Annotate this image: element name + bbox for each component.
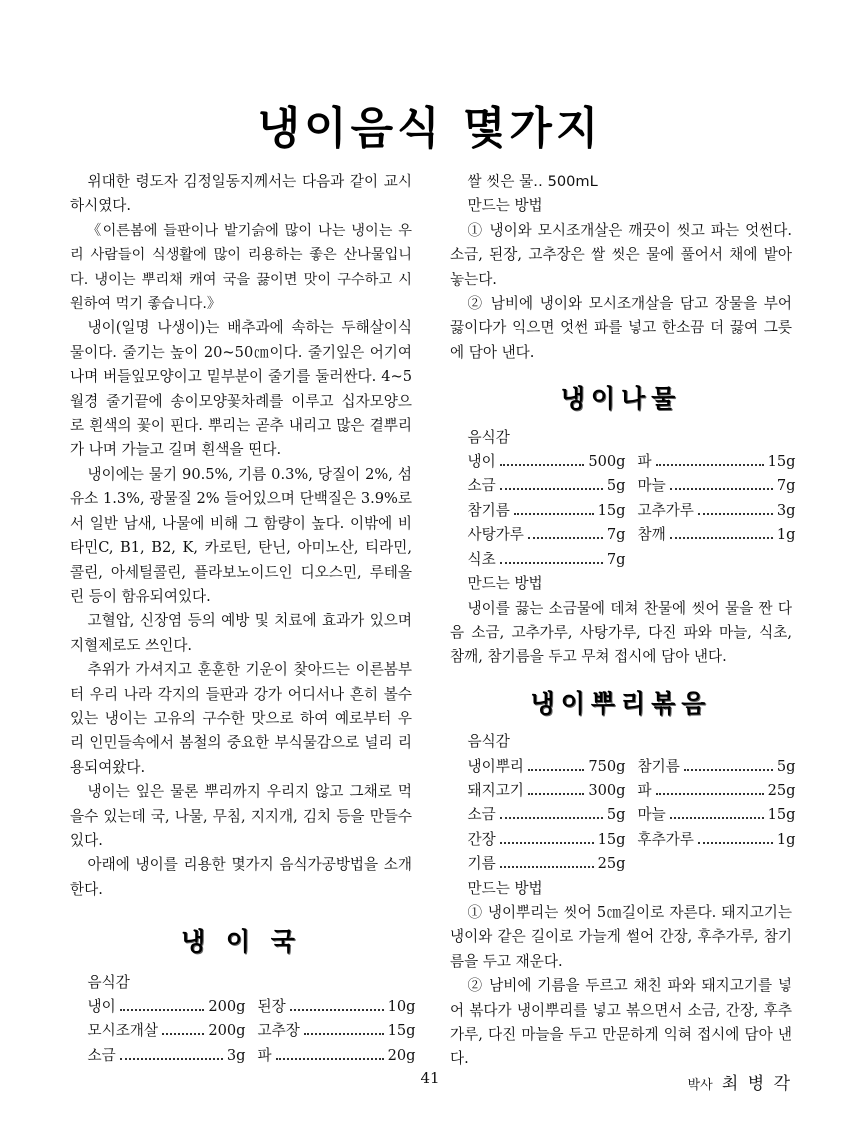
ingredient-item: 마늘 7g [637, 477, 796, 495]
intro-paragraph: 위대한 령도자 김정일동지께서는 다음과 같이 교시하시였다. [70, 173, 412, 215]
intro-paragraph: 냉이는 잎은 물론 뿌리까지 우리지 않고 그채로 먹을수 있는데 국, 나물, 무침, 지지개, 김치 등을 만들수 있다. [70, 783, 412, 849]
method-step: ① 냉이뿌리는 씻어 5㎝길이로 자른다. 돼지고기는 냉이와 같은 길이로 가늘게 썰어 간장, 후추가루, 참기름을 두고 재운다. [450, 903, 792, 970]
ingredient-item: 마늘 15g [637, 806, 796, 824]
ingredient-item: 파 15g [637, 453, 796, 471]
ingredients-list [70, 995, 416, 1068]
method-label: 만드는 방법 [467, 575, 543, 593]
author-name: 최 병 각 [721, 1073, 792, 1094]
method-step: ① 냉이와 모시조개살은 깨끗이 씻고 파는 엇썬다. 소금, 된장, 고추장은 쌀 씻은 물에 풀어서 채에 밭아놓는다. [450, 221, 792, 288]
recipe-title-soup: 냉 이 국 [181, 927, 301, 957]
ingredients-label: 음식감 [87, 973, 130, 991]
right-column [450, 170, 796, 1098]
method-step: 냉이를 끓는 소금물에 데쳐 찬물에 씻어 물을 짠 다음 소금, 고추가루, 사탕가루, 다진 파와 마늘, 식초, 참깨, 참기름을 두고 무쳐 접시에 담아 낸다. [450, 599, 792, 666]
ingredients-list [450, 450, 796, 572]
intro-paragraph: 냉이에는 물기 90.5%, 기름 0.3%, 당질이 2%, 섬유소 1.3%, 광물질 2% 들어있으며 단백질은 3.9%로서 일반 남새, 나물에 비해 그 함량이 높다. 이밖에 비타민C, B1, B2, K, 카로틴, 탄닌, 아미노산, 티라민, 콜린, 아세틸콜린, 플라보노이드인 디오스민, 루테올린 등이 함유되여있다. [70, 465, 412, 605]
left-column [70, 170, 416, 1068]
page-number: 41 [420, 1069, 440, 1087]
intro-paragraph: 추위가 가셔지고 훈훈한 기운이 찾아드는 이른봄부터 우리 나라 각지의 들판과 강가 어디서나 흔히 볼수 있는 냉이는 고유의 구수한 맛으로 하여 예로부터 우리 인민들속에서 봄철의 중요한 부식물감으로 널리 리용되여왔다. [70, 661, 412, 776]
quote-paragraph: 《이른봄에 들판이나 밭기슭에 많이 나는 냉이는 우리 사람들이 식생활에 많이 리용하는 좋은 산나물입니다. 냉이는 뿌리채 캐여 국을 끓이면 맛이 구수하고 시원하여 먹기 좋습니다.》 [70, 222, 412, 313]
ingredient-item: 참깨 1g [637, 526, 796, 544]
recipe-title-namul: 냉이나물 [560, 384, 682, 414]
ingredient-item: 냉이 200g [87, 998, 246, 1015]
ingredient-item: 식초 7g [467, 550, 626, 568]
ingredient-item: 모시조개살 200g [87, 1022, 246, 1040]
author-role: 박사 [687, 1077, 713, 1093]
ingredient-item: 파 20g [257, 1046, 416, 1064]
ingredient-item: 소금 5g [467, 477, 626, 495]
intro-paragraph: 고혈압, 신장염 등의 예방 및 치료에 효과가 있으며 지혈제로도 쓰인다. [70, 612, 412, 654]
ingredient-item: 된장 10g [257, 998, 416, 1015]
recipe-title-root-stirfry: 냉이뿌리볶음 [530, 688, 712, 718]
ingredient-extra: 쌀 씻은 물‥ 500mL [467, 173, 598, 190]
ingredient-item: 냉이뿌리 750g [467, 757, 626, 775]
ingredients-label: 음식감 [467, 733, 510, 751]
ingredient-item: 파 25g [637, 781, 796, 799]
ingredients-label: 음식감 [467, 428, 510, 446]
intro-paragraph: 아래에 냉이를 리용한 몇가지 음식가공방법을 소개한다. [70, 856, 412, 898]
method-label: 만드는 방법 [467, 197, 543, 215]
ingredient-item: 기름 25g [467, 855, 626, 873]
ingredient-item: 참기름 15g [467, 501, 626, 519]
article-title: 냉이음식 몇가지 [257, 103, 603, 154]
ingredient-item: 간장 15g [467, 830, 626, 848]
ingredient-item: 고추장 15g [257, 1022, 416, 1040]
ingredient-item: 소금 3g [87, 1046, 246, 1064]
ingredient-item: 참기름 5g [637, 757, 796, 775]
method-step: ② 남비에 기름을 두르고 채친 파와 돼지고기를 넣어 볶다가 냉이뿌리를 넣고 볶으면서 소금, 간장, 후추가루, 다진 마늘을 두고 만문하게 익혀 접시에 담아 낸다. [450, 977, 792, 1068]
method-label: 만드는 방법 [467, 879, 543, 897]
ingredient-item: 고추가루 3g [637, 501, 796, 519]
ingredient-item: 냉이 500g [467, 453, 626, 471]
method-step: ② 남비에 냉이와 모시조개살을 담고 장물을 부어 끓이다가 익으면 엇썬 파를 넣고 한소끔 더 끓여 그릇에 담아 낸다. [450, 295, 792, 361]
ingredient-item: 소금 5g [467, 806, 626, 824]
intro-paragraph: 냉이(일명 나생이)는 배추과에 속하는 두해살이식물이다. 줄기는 높이 20~50㎝이다. 줄기잎은 어기여 나며 버들잎모양이고 밑부분이 줄기를 둘러싼다. 4~5월경 줄기끝에 송이모양꽃차례를 이루고 십자모양으로 흰색의 꽃이 핀다. 뿌리는 곧추 내리고 많은 곁뿌리가 나며 가늘고 길며 흰색을 띤다. [70, 319, 412, 459]
ingredient-item: 후추가루 1g [637, 830, 796, 848]
ingredient-item: 돼지고기 300g [467, 781, 626, 799]
ingredients-list [450, 755, 796, 877]
ingredient-item: 사탕가루 7g [467, 526, 626, 544]
